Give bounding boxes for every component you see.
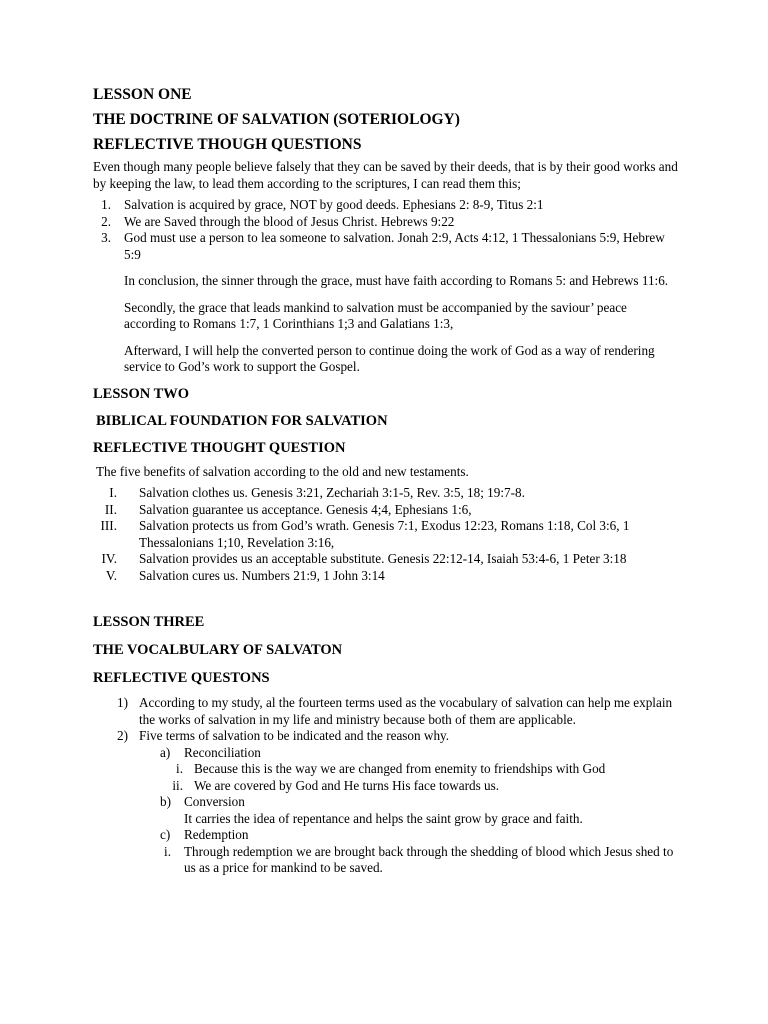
lesson-two-heading: REFLECTIVE THOUGHT QUESTION xyxy=(93,439,346,456)
sub-sub-item-text: We are covered by God and He turns His face towards us. xyxy=(194,777,500,793)
sub-sub-item-text: Because this is the way we are changed from enemity to friendships with God xyxy=(194,761,606,776)
lesson-three-subtitle: THE VOCALBULARY OF SALVATON xyxy=(93,642,343,658)
afterward-paragraph: Afterward, I will help the converted person to continue doing the work of God as a way of rendering service to God’s work to support the Gospel. xyxy=(124,342,655,374)
sub-sub-item-text: Through redemption we are brought back through the shedding of blood which Jesus shed to us as a price for mankind to be saved. xyxy=(184,843,674,875)
lesson-one-intro: Even though many people believe falsely that they can be saved by their deeds, that is by their good works and by keeping the law, to lead them according to the scriptures, I can read them this; xyxy=(93,159,678,191)
sub-item-label: Redemption xyxy=(184,827,249,842)
list-item-text: Salvation is acquired by grace, NOT by good deeds. Ephesians 2: 8-9, Titus 2:1 xyxy=(124,197,544,212)
list-item-number: 1) xyxy=(117,695,128,710)
list-item-text: According to my study, al the fourteen terms used as the vocabulary of salvation can help me explain the works of salvation in my life and ministry because both of them are applicable. xyxy=(139,695,673,727)
lesson-three-list xyxy=(93,695,678,877)
list-item-number: 2. xyxy=(101,213,111,229)
lesson-three-heading: REFLECTIVE QUESTONS xyxy=(93,670,270,686)
sub-sub-item xyxy=(93,844,678,877)
lesson-one-title: LESSON ONE xyxy=(93,86,192,103)
list-item-number: IV. xyxy=(101,551,117,566)
sub-item-label: Conversion xyxy=(184,794,245,809)
list-item-text: God must use a person to lea someone to salvation. Jonah 2:9, Acts 4:12, 1 Thessalonians 5:9, Hebrew 5:9 xyxy=(124,230,665,262)
sub-sub-item-number: i. xyxy=(176,761,183,776)
list-item-number: I. xyxy=(109,485,117,500)
sub-item-letter: c) xyxy=(160,827,171,842)
list-item-number: 1. xyxy=(101,197,111,212)
list-item-number: 3. xyxy=(101,230,111,245)
list-item xyxy=(93,518,678,551)
list-item xyxy=(93,230,678,263)
sub-item-letter: a) xyxy=(160,744,171,760)
lesson-two-subtitle: BIBLICAL FOUNDATION FOR SALVATION xyxy=(96,412,388,429)
sub-item-conversion xyxy=(93,794,678,811)
list-item xyxy=(93,197,678,214)
lesson-one-subtitle: THE DOCTRINE OF SALVATION (SOTERIOLOGY) xyxy=(93,111,460,128)
list-item-number: II. xyxy=(104,501,117,517)
lesson-one-heading: REFLECTIVE THOUGH QUESTIONS xyxy=(93,136,362,153)
list-item-text: Salvation provides us an acceptable substitute. Genesis 22:12-14, Isaiah 53:4-6, 1 Peter 3:18 xyxy=(139,551,627,566)
sub-item-redemption xyxy=(93,827,678,844)
list-item-text: We are Saved through the blood of Jesus Christ. Hebrews 9:22 xyxy=(124,213,455,229)
lesson-one-list xyxy=(93,197,678,263)
lesson-two-list xyxy=(93,485,678,584)
list-item-number: V. xyxy=(105,567,117,583)
list-item xyxy=(93,568,678,585)
sub-sub-item xyxy=(93,761,678,778)
lesson-two-intro: The five benefits of salvation according to the old and new testaments. xyxy=(96,463,469,479)
sub-item-body xyxy=(93,811,678,828)
lesson-three-title: LESSON THREE xyxy=(93,614,205,630)
sub-item-reconciliation xyxy=(93,745,678,762)
sub-sub-item xyxy=(93,778,678,795)
list-item-text: Five terms of salvation to be indicated and the reason why. xyxy=(139,728,450,743)
sub-sub-item-number: i. xyxy=(164,843,171,859)
list-item xyxy=(93,728,678,745)
list-item-number: 2) xyxy=(117,728,128,743)
list-item xyxy=(93,551,678,568)
list-item xyxy=(93,695,678,728)
lesson-two-title: LESSON TWO xyxy=(93,385,190,402)
sub-sub-item-number: ii. xyxy=(172,777,183,793)
list-item-text: Salvation clothes us. Genesis 3:21, Zechariah 3:1-5, Rev. 3:5, 18; 19:7-8. xyxy=(139,485,525,500)
secondly-paragraph: Secondly, the grace that leads mankind to salvation must be accompanied by the saviour’ peace according to Romans 1:7, 1 Corinthians 1;3 and Galatians 1:3, xyxy=(124,299,627,331)
sub-item-body-text: It carries the idea of repentance and helps the saint grow by grace and faith. xyxy=(184,810,583,826)
list-item xyxy=(93,485,678,502)
list-item xyxy=(93,502,678,519)
list-item-number: III. xyxy=(100,518,117,533)
list-item xyxy=(93,214,678,231)
conclusion-paragraph: In conclusion, the sinner through the grace, must have faith according to Romans 5: and Hebrews 11:6. xyxy=(124,273,669,288)
list-item-text: Salvation cures us. Numbers 21:9, 1 John 3:14 xyxy=(139,567,385,583)
sub-item-letter: b) xyxy=(160,794,171,809)
list-item-text: Salvation protects us from God’s wrath. Genesis 7:1, Exodus 12:23, Romans 1:18, Col 3:6, 1 Thessalonians 1;10, Revelation 3:16, xyxy=(139,518,630,550)
sub-item-label: Reconciliation xyxy=(184,744,261,760)
document-page xyxy=(93,86,678,877)
list-item-text: Salvation guarantee us acceptance. Genesis 4;4, Ephesians 1:6, xyxy=(139,501,472,517)
